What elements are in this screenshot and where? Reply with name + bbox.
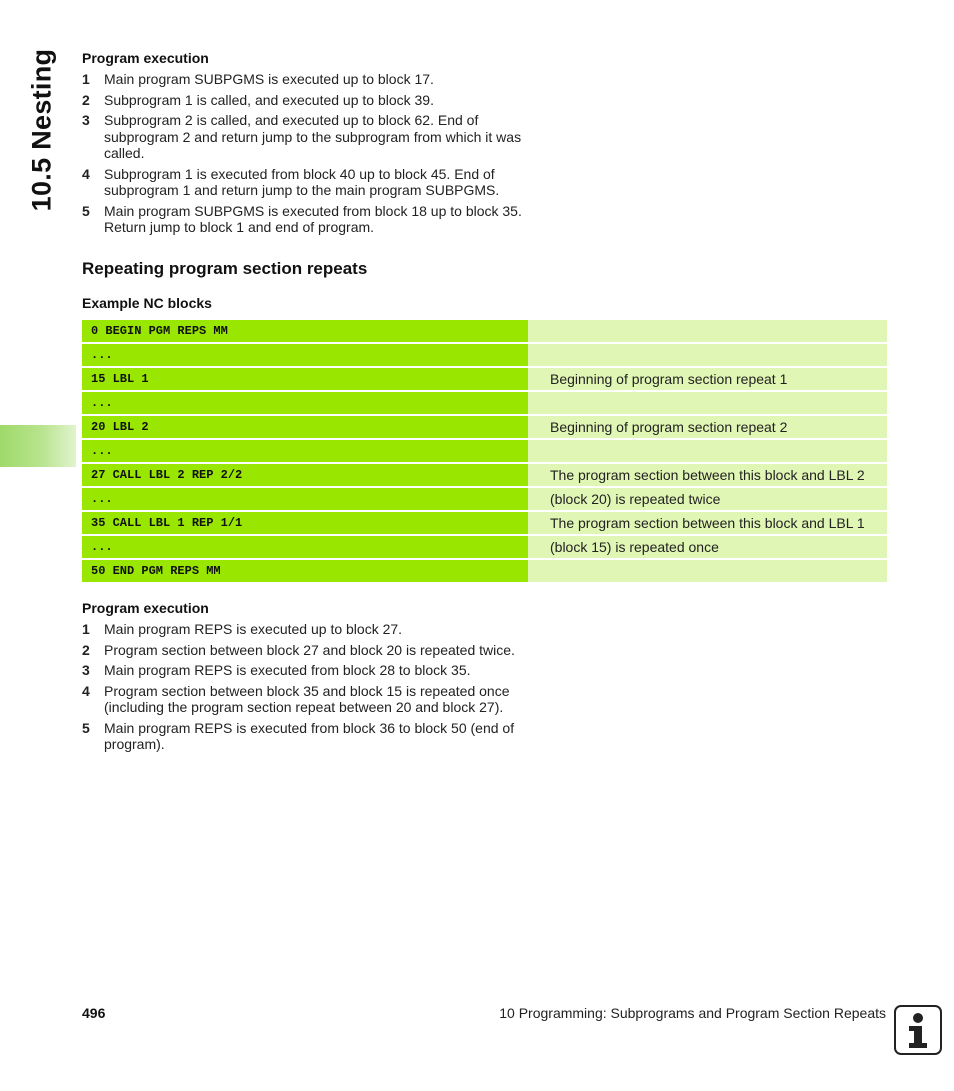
table-row bbox=[82, 512, 887, 534]
section-heading: Repeating program section repeats bbox=[82, 259, 368, 278]
nc-comment-cell bbox=[528, 440, 887, 462]
nc-code-cell: 50 END PGM REPS MM bbox=[82, 560, 528, 582]
program-execution-list-2 bbox=[82, 621, 532, 757]
list-item: 5 Main program SUBPGMS is executed from block 18 up to block 35. Return jump to block 1 and end of program. bbox=[82, 202, 522, 235]
nc-code-cell: ... bbox=[82, 392, 528, 414]
nc-comment-cell: The program section between this block and LBL 1 bbox=[528, 512, 887, 534]
example-nc-blocks-heading: Example NC blocks bbox=[82, 295, 212, 311]
section-tab-marker bbox=[0, 425, 76, 467]
table-row bbox=[82, 368, 887, 390]
nc-comment-cell bbox=[528, 392, 887, 414]
nc-code-cell: 15 LBL 1 bbox=[82, 368, 528, 390]
list-item: 4 Program section between block 35 and block 15 is repeated once (including the program section repeat between 20 and block 27). bbox=[82, 682, 510, 715]
nc-comment-cell: Beginning of program section repeat 2 bbox=[528, 416, 887, 438]
list-item: 2 Program section between block 27 and block 20 is repeated twice. bbox=[82, 641, 515, 658]
table-row bbox=[82, 560, 887, 582]
nc-code-cell: 20 LBL 2 bbox=[82, 416, 528, 438]
page-number: 496 bbox=[82, 1005, 106, 1021]
nc-comment-cell bbox=[528, 344, 887, 366]
list-item: 4 Subprogram 1 is executed from block 40 up to block 45. End of subprogram 1 and return jump to the main program SUBPGMS. bbox=[82, 165, 500, 198]
list-item: 2 Subprogram 1 is called, and executed up to block 39. bbox=[82, 91, 434, 108]
nc-code-cell: 27 CALL LBL 2 REP 2/2 bbox=[82, 464, 528, 486]
section-sidebar bbox=[0, 0, 76, 300]
info-icon bbox=[894, 1005, 942, 1055]
nc-code-cell: ... bbox=[82, 440, 528, 462]
list-item: 1 Main program REPS is executed up to block 27. bbox=[82, 621, 403, 637]
table-row bbox=[82, 464, 887, 486]
table-row bbox=[82, 440, 887, 462]
nc-comment-cell: Beginning of program section repeat 1 bbox=[528, 368, 887, 390]
nc-blocks-table bbox=[82, 320, 887, 584]
nc-code-cell: 35 CALL LBL 1 REP 1/1 bbox=[82, 512, 528, 534]
table-row bbox=[82, 392, 887, 414]
section-title-vertical: 10.5 Nesting bbox=[26, 48, 57, 212]
nc-code-cell: ... bbox=[82, 536, 528, 558]
program-execution-heading-2: Program execution bbox=[82, 600, 209, 616]
list-item: 3 Subprogram 2 is called, and executed up to block 62. End of subprogram 2 and return jump to the subprogram from which it was called. bbox=[82, 112, 522, 161]
list-item: 3 Main program REPS is executed from block 28 to block 35. bbox=[82, 662, 471, 678]
list-item: 5 Main program REPS is executed from block 36 to block 50 (end of program). bbox=[82, 719, 515, 752]
program-execution-heading-1: Program execution bbox=[82, 50, 209, 66]
nc-comment-cell: (block 15) is repeated once bbox=[528, 536, 887, 558]
table-row bbox=[82, 536, 887, 558]
nc-comment-cell: (block 20) is repeated twice bbox=[528, 488, 887, 510]
nc-comment-cell bbox=[528, 560, 887, 582]
list-item: 1 Main program SUBPGMS is executed up to block 17. bbox=[82, 71, 434, 87]
chapter-title: 10 Programming: Subprograms and Program Section Repeats bbox=[499, 1005, 886, 1021]
nc-code-cell: 0 BEGIN PGM REPS MM bbox=[82, 320, 528, 342]
table-row bbox=[82, 344, 887, 366]
table-row bbox=[82, 488, 887, 510]
nc-comment-cell: The program section between this block and LBL 2 bbox=[528, 464, 887, 486]
nc-code-cell: ... bbox=[82, 344, 528, 366]
table-row bbox=[82, 416, 887, 438]
nc-comment-cell bbox=[528, 320, 887, 342]
nc-code-cell: ... bbox=[82, 488, 528, 510]
table-row bbox=[82, 320, 887, 342]
program-execution-list-1 bbox=[82, 71, 532, 240]
